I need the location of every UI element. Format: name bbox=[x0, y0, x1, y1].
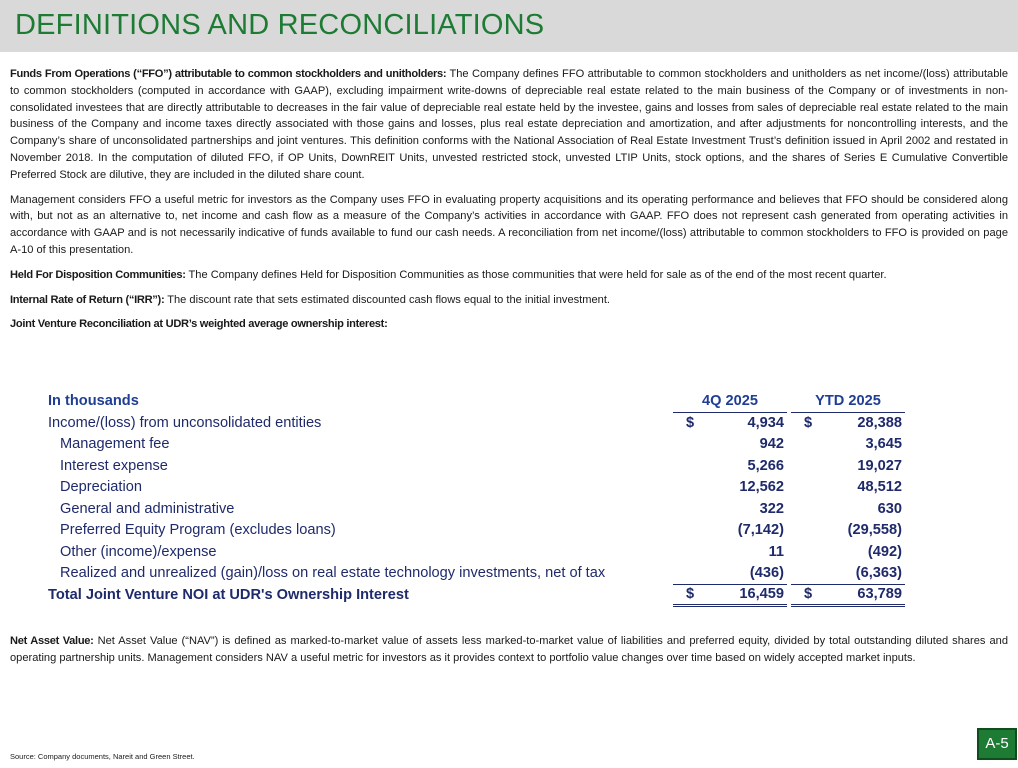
row-label: Realized and unrealized (gain)/loss on real estate technology investments, net of tax bbox=[60, 565, 606, 582]
table-row bbox=[48, 477, 905, 499]
row-label: Income/(loss) from unconsolidated entities bbox=[48, 414, 322, 431]
value-4q: 12,562 bbox=[739, 479, 784, 496]
page-header bbox=[0, 0, 1018, 52]
total-label: Total Joint Venture NOI at UDR's Ownership Interest bbox=[48, 586, 409, 603]
table-row bbox=[48, 434, 905, 456]
irr-term: Internal Rate of Return (“IRR”): bbox=[10, 293, 165, 306]
value-4q: (436) bbox=[695, 563, 787, 585]
definitions-body bbox=[10, 66, 1008, 341]
row-label: General and administrative bbox=[60, 500, 235, 517]
col-header-4q: 4Q 2025 bbox=[673, 390, 787, 412]
currency-symbol: $ bbox=[804, 415, 813, 431]
total-4q: 16,459 bbox=[695, 584, 787, 606]
jv-heading bbox=[10, 316, 1008, 333]
held-text: The Company defines Held for Disposition Communities as those communities that were held for sale as of the end of the most recent quarter. bbox=[188, 268, 887, 281]
row-label: Management fee bbox=[60, 436, 170, 453]
table-row bbox=[48, 498, 905, 520]
value-ytd: 3,645 bbox=[865, 436, 902, 453]
ffo-text: The Company defines FFO attributable to common stockholders and unitholders as net income/(loss) attributable to common stockholders (computed in accordance with GAAP), excluding impairment write-downs of depreciable real estate related to the main business of the Company or of investments in non-consolidated investees that are directly attributable to decreases in the fair value of depreciable real estate held by the investee, gains and losses from sales of depreciable real estate related to the main business of the Company and income taxes directly associated with those gains and losses, plus real estate depreciation and amortization, and after adjustments for noncontrolling interests, and the Company’s share of unconsolidated partnerships and joint ventures. This definition conforms with the National Association of Real Estate Investment Trust’s definition issued in April 2002 and restated in November 2018. In the computation of diluted FFO, if OP Units, DownREIT Units, unvested restricted stock, unvested LTIP Units, stock options, and the shares of Series E Cumulative Convertible Preferred Stock are dilutive, they are included in the diluted share count. bbox=[10, 68, 1009, 181]
value-ytd: (29,558) bbox=[847, 522, 902, 539]
row-label: Preferred Equity Program (excludes loans) bbox=[60, 522, 336, 539]
nav-term: Net Asset Value: bbox=[10, 635, 94, 647]
table-header-row bbox=[48, 390, 905, 412]
value-4q: 11 bbox=[768, 543, 784, 560]
jv-reconciliation-table bbox=[48, 390, 918, 607]
nav-text: Net Asset Value (“NAV”) is defined as marked-to-market value of assets less marked-to-market value of liabilities and preferred equity, divided by total outstanding diluted shares and operating partnership units. Management considers NAV a useful metric for investors as it provides context to portfolio value changes over time based on widely accepted market inputs. bbox=[10, 635, 1008, 664]
irr-definition bbox=[10, 292, 1008, 309]
held-for-disposition-definition bbox=[10, 267, 1008, 284]
ffo-definition bbox=[10, 66, 1008, 184]
value-4q: 322 bbox=[759, 500, 784, 517]
value-4q: 4,934 bbox=[747, 415, 784, 431]
value-4q: 942 bbox=[759, 436, 784, 453]
table-header-label: In thousands bbox=[48, 393, 139, 409]
value-4q: 5,266 bbox=[747, 457, 784, 474]
currency-symbol: $ bbox=[791, 584, 813, 606]
value-ytd: 48,512 bbox=[857, 479, 902, 496]
nav-section bbox=[10, 633, 1008, 675]
table-row bbox=[48, 563, 905, 585]
ffo-term: Funds From Operations (“FFO”) attributable to common stockholders and unitholders: bbox=[10, 68, 447, 80]
table-row bbox=[48, 412, 905, 434]
ffo-management-paragraph bbox=[10, 192, 1008, 259]
value-ytd: 28,388 bbox=[857, 415, 902, 431]
col-header-ytd: YTD 2025 bbox=[791, 390, 905, 412]
value-ytd: 19,027 bbox=[857, 457, 902, 474]
held-term: Held For Disposition Communities: bbox=[10, 268, 186, 281]
table-row bbox=[48, 541, 905, 563]
ffo-management-text: Management considers FFO a useful metric for investors as the Company uses FFO in evaluating property acquisitions and its operating performance and believes that FFO should be considered along with, but not as an alternative to, net income and cash flow as a measure of the Company’s activities in accordance with GAAP. FFO does not represent cash generated from operating activities in accordance with GAAP and is not necessarily indicative of funds available to fund our cash needs. A reconciliation from net income/(loss) attributable to common stockholders to FFO is provided on page A-10 of this presentation. bbox=[10, 193, 1008, 256]
jv-term: Joint Venture Reconciliation at UDR’s weighted average ownership interest: bbox=[10, 318, 388, 331]
row-label: Depreciation bbox=[60, 479, 142, 496]
value-ytd: (6,363) bbox=[813, 563, 905, 585]
value-ytd: (492) bbox=[867, 543, 902, 560]
irr-text: The discount rate that sets estimated discounted cash flows equal to the initial investment. bbox=[167, 293, 610, 306]
table-row bbox=[48, 455, 905, 477]
table-row bbox=[48, 520, 905, 542]
table-total-row bbox=[48, 584, 905, 606]
row-label: Interest expense bbox=[60, 457, 168, 474]
currency-symbol: $ bbox=[686, 415, 695, 431]
page-title: DEFINITIONS AND RECONCILIATIONS bbox=[15, 9, 545, 41]
total-ytd: 63,789 bbox=[813, 584, 905, 606]
value-ytd: 630 bbox=[877, 500, 902, 517]
nav-definition bbox=[10, 633, 1008, 667]
value-4q: (7,142) bbox=[737, 522, 784, 539]
row-label: Other (income)/expense bbox=[60, 543, 217, 560]
currency-symbol: $ bbox=[673, 584, 695, 606]
page-number-badge: A-5 bbox=[977, 728, 1017, 760]
source-note: Source: Company documents, Nareit and Green Street. bbox=[10, 752, 195, 761]
